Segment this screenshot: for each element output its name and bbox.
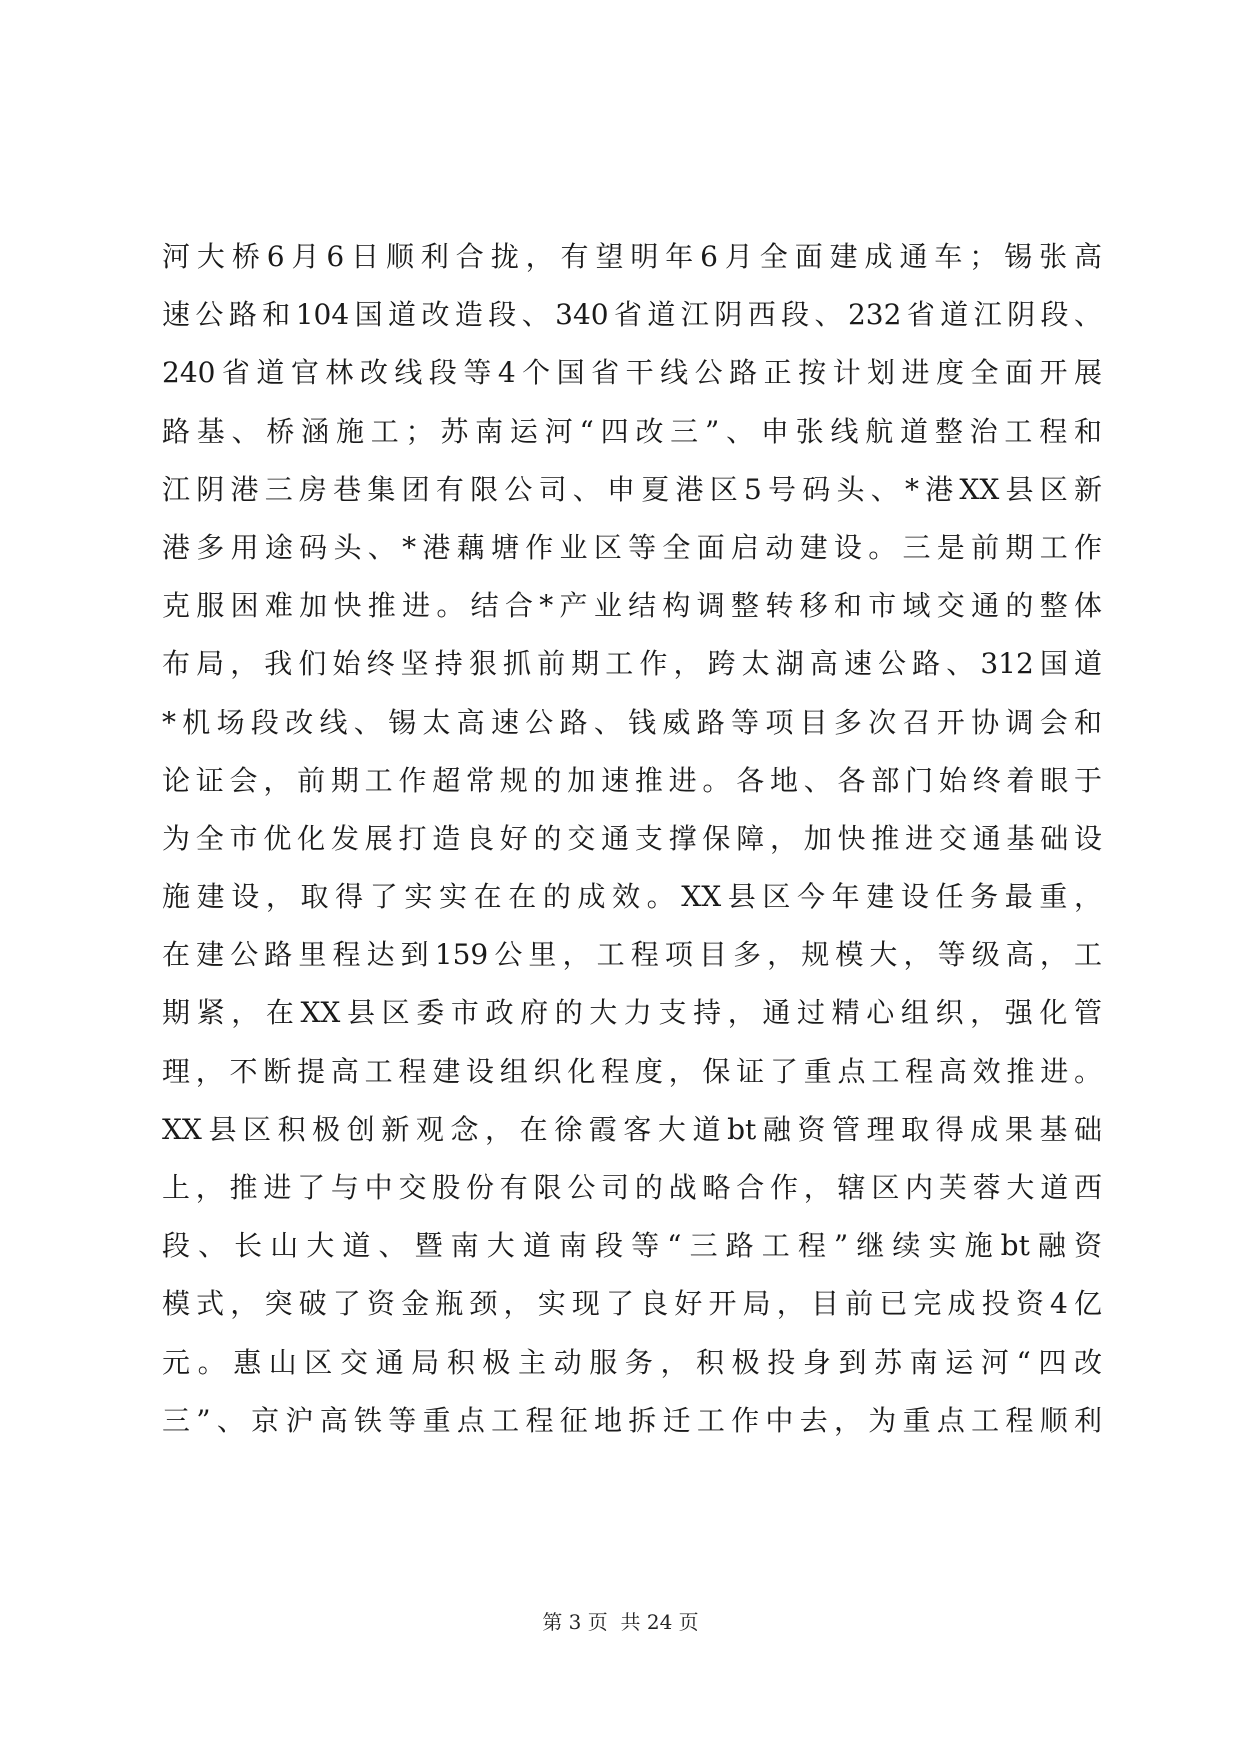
text-line: XX县区积极创新观念，在徐霞客大道bt融资管理取得成果基础	[162, 1112, 1102, 1146]
text-line: 模式，突破了资金瓶颈，实现了良好开局，目前已完成投资4亿	[162, 1287, 1102, 1321]
text-line: 河大桥6月6日顺利合拢，有望明年6月全面建成通车；锡张高	[162, 240, 1102, 273]
text-line: 元。惠山区交通局积极主动服务，积极投身到苏南运河“四改	[162, 1345, 1102, 1379]
text-line: 克服困难加快推进。结合*产业结构调整转移和市域交通的整体	[162, 589, 1102, 623]
body-text	[162, 228, 1102, 1450]
text-line: 港多用途码头、*港藕塘作业区等全面启动建设。三是前期工作	[162, 530, 1102, 564]
page-number-footer: 第 3 页 共 24 页	[542, 1610, 699, 1634]
text-line: 为全市优化发展打造良好的交通支撑保障，加快推进交通基础设	[162, 821, 1102, 855]
text-line: *机场段改线、锡太高速公路、钱威路等项目多次召开协调会和	[162, 705, 1102, 739]
text-line: 速公路和104国道改造段、340省道江阴西段、232省道江阴段、	[162, 298, 1102, 332]
text-line: 在建公路里程达到159公里，工程项目多，规模大，等级高，工	[162, 938, 1102, 972]
text-line: 路基、桥涵施工；苏南运河“四改三”、申张线航道整治工程和	[162, 414, 1102, 448]
text-line: 施建设，取得了实实在在的成效。XX县区今年建设任务最重，	[162, 880, 1102, 914]
text-line: 期紧，在XX县区委市政府的大力支持，通过精心组织，强化管	[162, 996, 1102, 1030]
text-line: 三”、京沪高铁等重点工程征地拆迁工作中去，为重点工程顺利	[162, 1403, 1102, 1437]
text-line: 江阴港三房巷集团有限公司、申夏港区5号码头、*港XX县区新	[162, 472, 1102, 506]
text-line: 论证会，前期工作超常规的加速推进。各地、各部门始终着眼于	[162, 763, 1102, 797]
text-line: 上，推进了与中交股份有限公司的战略合作，辖区内芙蓉大道西	[162, 1171, 1102, 1204]
text-line: 布局，我们始终坚持狠抓前期工作，跨太湖高速公路、312国道	[162, 647, 1102, 681]
text-line: 段、长山大道、暨南大道南段等“三路工程”继续实施bt融资	[162, 1229, 1102, 1263]
text-line: 240省道官林改线段等4个国省干线公路正按计划进度全面开展	[162, 356, 1102, 390]
text-line: 理，不断提高工程建设组织化程度，保证了重点工程高效推进。	[162, 1054, 1102, 1088]
